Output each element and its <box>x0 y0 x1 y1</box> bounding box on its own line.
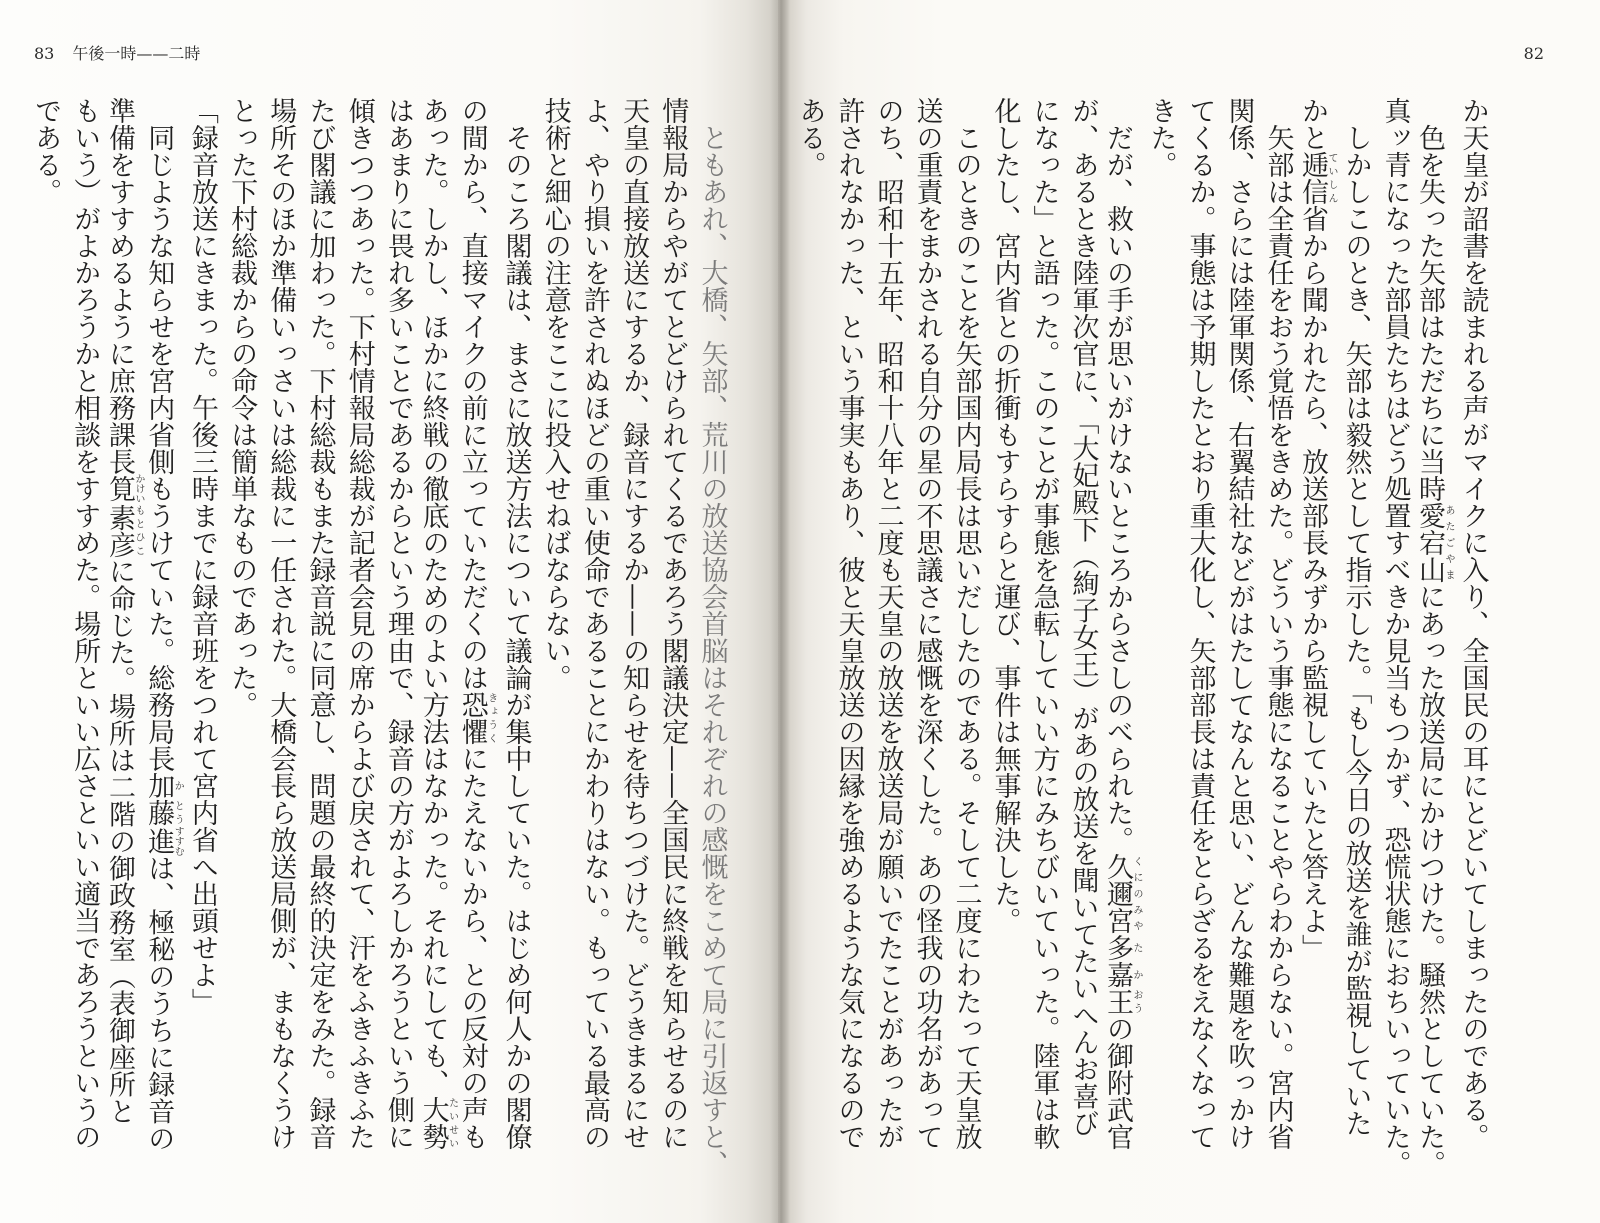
text-column: 矢部は全責任をおう覚悟をきめた。どういう事態になることやらわからない。宮内省 <box>1262 124 1294 1150</box>
text-column: になった」と語った。このことが事態を急転していい方にみちびいていった。陸軍は軟 <box>1028 97 1060 1150</box>
text-column: そのころ閣議は、まさに放送方法について議論が集中していた。はじめ何人かの閣僚 <box>500 124 532 1150</box>
page-number: 82 <box>1523 44 1544 63</box>
ruby-reading: あたごやま <box>1443 502 1454 583</box>
page-number: 83 <box>34 44 55 63</box>
ruby-reading: かけい <box>133 473 144 504</box>
ruby-reading: とう <box>172 799 184 826</box>
ruby-word: 大勢たいせい <box>417 1096 458 1150</box>
text-column: 関係、さらには陸軍関係、右翼結社などがはたしてなんと思い、どんな難題を吹っかけ <box>1223 97 1255 1150</box>
page-83 <box>0 0 778 1223</box>
text-column: が、あるとき陸軍次官に、「大妃殿下（絢子女王）があの放送を聞いてたいへんお喜び <box>1067 97 1099 1137</box>
text-column: 天皇の直接放送にするか、録音にするか——の知らせを待ちつづけた。どうきまるにせ <box>618 97 650 1150</box>
ruby-reading: か <box>172 772 184 799</box>
ruby-reading: た <box>1131 934 1142 961</box>
ruby-reading: か <box>1131 961 1142 988</box>
text-column: か天皇が詔書を読まれる声がマイクに入り、全国民の耳にとどいてしまったのである。 <box>1457 97 1489 1150</box>
ruby-reading: すすむ <box>172 826 184 856</box>
text-column: ある。 <box>794 97 826 178</box>
ruby-word: 王おう <box>1102 988 1142 1015</box>
text-column: 送の重責をまかされる自分の星の不思議さに感慨を深くした。あの怪我の功名があって <box>911 97 943 1150</box>
ruby-word: 逓信ていしん <box>1297 151 1337 205</box>
text-column: とった下村総裁からの命令は簡単なものであった。 <box>226 97 258 718</box>
ruby-word: 加か <box>143 772 184 799</box>
text-column: このときのことを矢部国内局長は思いだしたのである。そして二度にわたって天皇放 <box>950 124 982 1150</box>
running-title: 午後一時——二時 <box>72 44 201 63</box>
ruby-word: 嘉か <box>1102 961 1142 988</box>
text-column: きた。 <box>1145 97 1177 178</box>
text-column: 許されなかった、という事実もあり、彼と天皇放送の因縁を強めるような気になるので <box>833 97 865 1150</box>
text-column: よ、やり損いを許されぬほどの重い使命であることにかわりはない。もっている最高の <box>578 97 610 1150</box>
ruby-reading: もとひこ <box>133 503 144 558</box>
text-column: ともあれ、大橋、矢部、荒川の放送協会首脳はそれぞれの感慨をこめて局に引返すと、 <box>696 124 728 1177</box>
text-column: はあまりに畏れ多いことであるからという理由で、録音の方がよろしかろうという側に <box>382 97 414 1150</box>
ruby-reading: ていしん <box>1326 151 1337 205</box>
text-column: だが、救いの手が思いがけないところからさしのべられた。久邇宮くにのみや多た嘉か王おうの御附武官 <box>1102 124 1142 1150</box>
text-column: 場所そのほか準備いっさいは総裁に一任された。大橋会長ら放送局側が、まもなくうけ <box>265 97 297 1150</box>
page-82 <box>778 0 1600 1223</box>
text-column: てくるか。事態は予期したとおり重大化し、矢部部長は責任をとらざるをえなくなって <box>1184 97 1216 1150</box>
ruby-word: 愛宕山あたごやま <box>1414 502 1454 583</box>
text-column: もいう）がよかろうかと相談をすすめた。場所といい広さといい適当であろうというの <box>69 97 101 1150</box>
ruby-word: 多た <box>1102 934 1142 961</box>
ruby-word: 藤とう <box>143 799 184 826</box>
ruby-word: 筧かけい <box>104 473 144 504</box>
text-column: 「録音放送にきまった。午後三時までに録音班をつれて宮内省へ出頭せよ」 <box>186 97 218 1015</box>
text-column: たび閣議に加わった。下村総裁もまた録音説に同意し、問題の最終的決定をみた。録音 <box>304 97 336 1150</box>
text-column: 同じような知らせを宮内省側もうけていた。総務局長加か藤とう進すすむは、極秘のうちに録音の <box>143 124 184 1152</box>
text-column: 技術と細心の注意をここに投入せねばならない。 <box>539 97 571 691</box>
body-text <box>778 0 1600 1223</box>
text-column: の間から、直接マイクの前に立っていただくのは恐懼きょうくにたえないから、との反対の声も <box>456 97 497 1150</box>
ruby-reading: たいせい <box>446 1096 458 1150</box>
text-column: 化したし、宮内省との折衝もすらすらと運び、事件は無事解決した。 <box>989 97 1021 934</box>
ruby-reading: きょうく <box>485 691 497 745</box>
text-column: しかしこのとき、矢部は毅然として指示した。「もし今日の放送を誰が監視していた <box>1340 124 1372 1137</box>
text-column: 色を失った矢部はただちに当時愛宕山あたごやまにあった放送局にかけつけた。騒然としていた。 <box>1414 124 1454 1177</box>
book-gutter <box>770 0 790 1223</box>
text-column: のち、昭和十五年、昭和十八年と二度も天皇の放送を放送局が願いでたことがあったが <box>872 97 904 1150</box>
text-column: 真ッ青になった部員たちはどう処置すべきか見当もつかず、恐慌状態におちいっていた。 <box>1379 97 1411 1177</box>
text-column: 傾きつつあった。下村情報局総裁が記者会見の席からよび戻されて、汗をふきふきふた <box>343 97 375 1150</box>
text-column: 情報局からやがてとどけられてくるであろう閣議決定——全国民に終戦を知らせるのに <box>657 97 689 1150</box>
ruby-reading: くにのみや <box>1131 853 1142 934</box>
ruby-word: 進すすむ <box>143 826 184 856</box>
ruby-reading: おう <box>1131 988 1142 1015</box>
text-column: かと逓信ていしん省から聞かれたら、放送部長みずから監視していたと答えよ」 <box>1297 97 1337 961</box>
ruby-word: 恐懼きょうく <box>456 691 497 745</box>
ruby-word: 素彦もとひこ <box>104 503 144 558</box>
ruby-word: 久邇宮くにのみや <box>1102 853 1142 934</box>
text-column: 準備をすすめるように庶務課長筧かけい素彦もとひこに命じた。場所は二階の御政務室（表御座所と <box>104 97 144 1125</box>
text-column: あった。しかし、ほかに終戦の徹底のためのよい方法はなかった。それにしても、大勢たいせい <box>417 97 458 1150</box>
text-column: である。 <box>30 97 62 205</box>
body-text <box>0 0 778 1223</box>
